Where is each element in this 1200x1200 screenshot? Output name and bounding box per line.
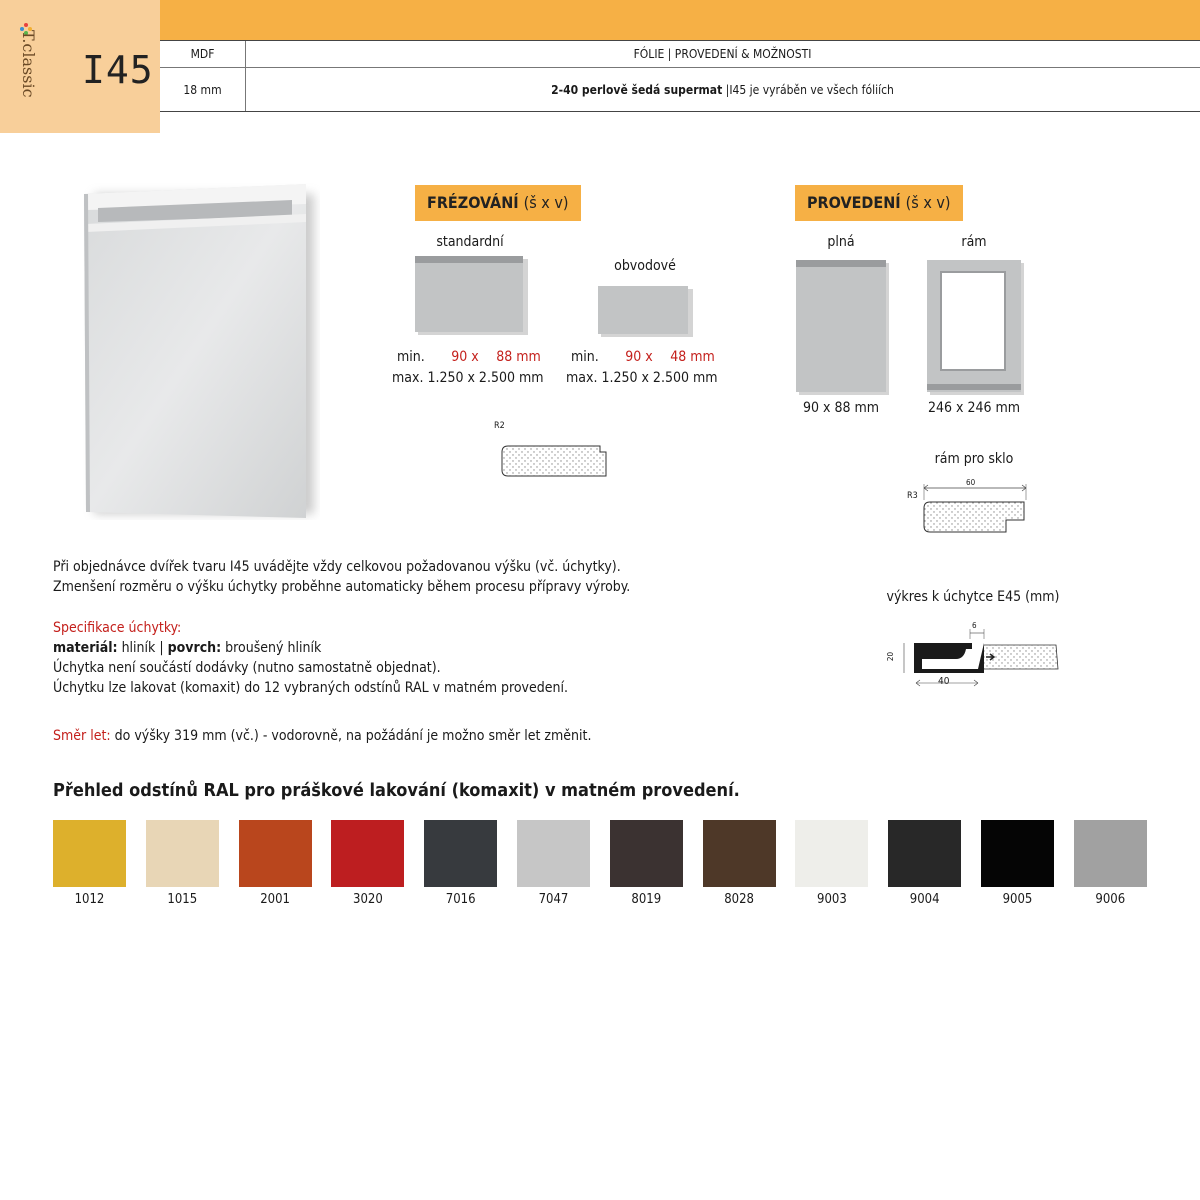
- milling-title-text: FRÉZOVÁNÍ: [427, 193, 519, 212]
- execution-solid-size: 90 x 88 mm: [802, 400, 880, 416]
- min-width: 90 x: [625, 349, 653, 365]
- header-band: [160, 0, 1200, 40]
- milling-perimeter-max: max. 1.250 x 2.500 mm: [566, 370, 718, 386]
- handle-profile-drawing: [898, 625, 1062, 691]
- handle-spec-title: Specifikace úchytky:: [53, 620, 182, 636]
- ral-swatch: [331, 820, 404, 887]
- ral-swatch-code: 9006: [1095, 892, 1126, 907]
- milling-perimeter-min: [571, 347, 715, 367]
- milling-perimeter-label: obvodové: [614, 258, 676, 274]
- handle-dim-bottom: 40: [938, 676, 950, 687]
- milling-profile-label: R2: [494, 421, 505, 431]
- min-height: 88 mm: [496, 349, 541, 365]
- execution-frame-sample: [925, 258, 1025, 396]
- ral-swatch-code: 8019: [631, 892, 662, 907]
- handle-material-line: [53, 638, 321, 658]
- milling-standard-sample: [413, 254, 531, 336]
- spec-col2-value: [245, 83, 1200, 97]
- door-illustration: [80, 180, 320, 520]
- handle-dim-top: 6: [972, 621, 977, 630]
- min-label: min.: [571, 349, 599, 365]
- milling-perimeter-sample: [596, 284, 696, 338]
- note-not-included: Úchytka není součástí dodávky (nutno samostatně objednat).: [53, 660, 441, 676]
- execution-title: [795, 185, 963, 221]
- milling-title-suffix: (š x v): [523, 193, 569, 212]
- note-line-2: Zmenšení rozměru o výšku úchytky proběhne automaticky během procesu přípravy výroby.: [53, 579, 631, 595]
- brand-logo: [16, 22, 40, 112]
- note-line-1: Při objednávce dvířek tvaru I45 uvádějte vždy celkovou požadovanou výšku (vč. úchytky).: [53, 559, 621, 575]
- glass-frame-label: rám pro sklo: [934, 451, 1014, 467]
- ral-swatch-code: 7016: [445, 892, 476, 907]
- ral-swatch: [53, 820, 126, 887]
- foil-name: 2-40 perlově šedá supermat: [551, 83, 723, 97]
- surface-label: povrch:: [167, 640, 222, 656]
- handle-dim-left: 20: [886, 651, 896, 662]
- ral-swatch-code: 1015: [167, 892, 198, 907]
- note-painting: Úchytku lze lakovat (komaxit) do 12 vybraných odstínů RAL v matném provedení.: [53, 680, 568, 696]
- spec-table: [160, 40, 1200, 112]
- execution-title-suffix: (š x v): [905, 193, 951, 212]
- min-width: 90 x: [451, 349, 479, 365]
- ral-swatch: [517, 820, 590, 887]
- ral-swatch-code: 9003: [817, 892, 847, 907]
- handle-drawing-title: výkres k úchytce E45 (mm): [886, 589, 1060, 605]
- glass-profile-width: 60: [966, 478, 976, 487]
- ral-swatch-code: 1012: [74, 892, 105, 907]
- grain-direction-note: [53, 726, 591, 746]
- grain-text: do výšky 319 mm (vč.) - vodorovně, na požádání je možno směr let změnit.: [110, 728, 592, 744]
- spec-col1-value: 18 mm: [183, 83, 222, 97]
- spec-separator: |: [725, 83, 730, 97]
- execution-frame-size: 246 x 246 mm: [927, 400, 1021, 416]
- surface-value: broušený hliník: [221, 640, 322, 656]
- min-height: 48 mm: [670, 349, 715, 365]
- execution-title-text: PROVEDENÍ: [807, 193, 901, 212]
- material-label: materiál:: [53, 640, 118, 656]
- ral-swatch: [146, 820, 219, 887]
- model-title: I45: [82, 48, 154, 92]
- spec-col1-header: MDF: [190, 47, 215, 61]
- ral-swatch-code: 3020: [353, 892, 383, 907]
- spec-col2-header: FÓLIE | PROVEDENÍ & MOŽNOSTI: [633, 47, 812, 61]
- ral-title: Přehled odstínů RAL pro práškové lakování (komaxit) v matném provedení.: [53, 780, 740, 801]
- milling-title: [415, 185, 581, 221]
- glass-frame-profile-drawing: [920, 480, 1032, 538]
- ral-swatch-code: 2001: [260, 892, 290, 907]
- min-label: min.: [397, 349, 425, 365]
- ral-swatch-code: 9004: [909, 892, 940, 907]
- foil-availability: I45 je vyráběn ve všech fóliích: [729, 83, 894, 97]
- ral-swatch: [888, 820, 961, 887]
- execution-frame-label: rám: [961, 234, 987, 250]
- ral-swatch: [424, 820, 497, 887]
- brand-box: [0, 0, 160, 133]
- ral-swatch: [795, 820, 868, 887]
- material-value: hliník |: [117, 640, 168, 656]
- milling-standard-max: max. 1.250 x 2.500 mm: [392, 370, 544, 386]
- brand-name: T.classic: [19, 30, 38, 98]
- ral-swatch: [703, 820, 776, 887]
- grain-label: Směr let:: [53, 728, 111, 744]
- milling-standard-min: [397, 347, 541, 367]
- ral-swatch: [239, 820, 312, 887]
- ral-swatch: [981, 820, 1054, 887]
- glass-profile-radius: R3: [907, 491, 918, 501]
- milling-standard-label: standardní: [436, 234, 504, 250]
- execution-solid-sample: [794, 258, 890, 396]
- ral-swatch: [610, 820, 683, 887]
- ral-swatch-code: 7047: [538, 892, 569, 907]
- ral-swatch: [1074, 820, 1147, 887]
- ral-swatch-code: 9005: [1002, 892, 1033, 907]
- ral-swatch-code: 8028: [724, 892, 754, 907]
- execution-solid-label: plná: [827, 234, 855, 250]
- milling-profile-drawing: [496, 432, 614, 480]
